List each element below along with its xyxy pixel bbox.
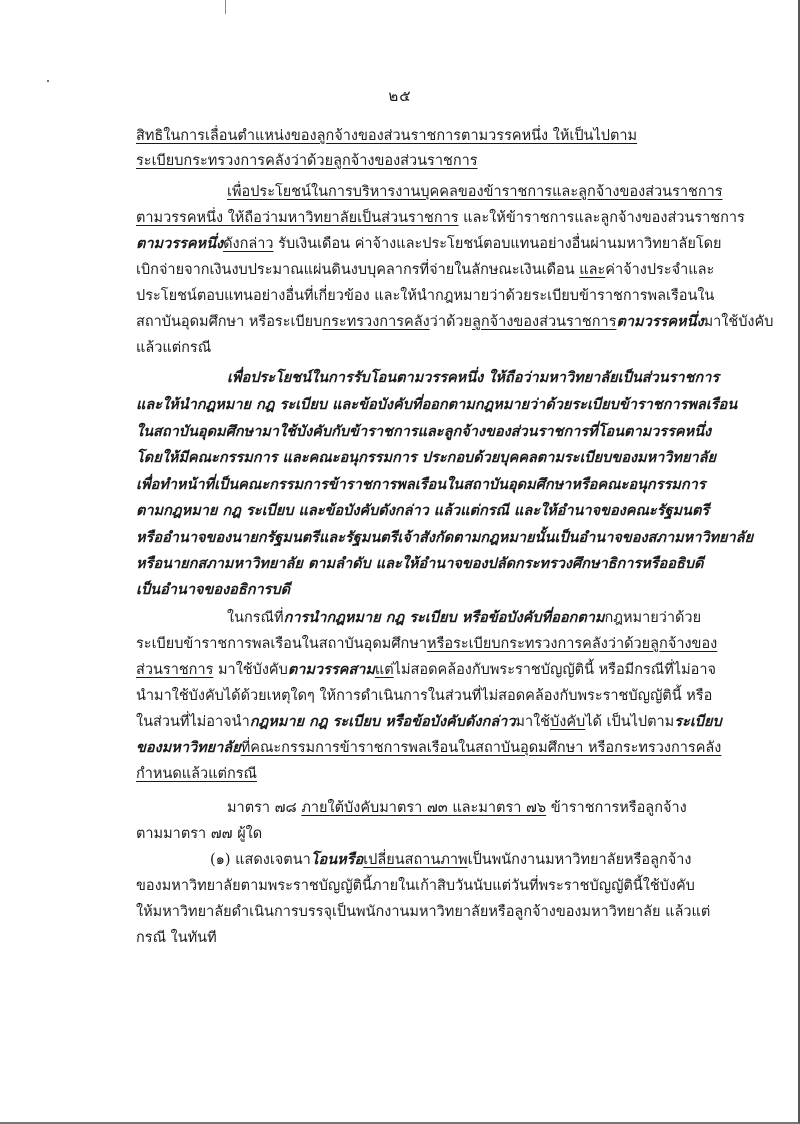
text-line <box>136 763 712 785</box>
text-run: ในส่วนที่ไม่อาจนำ <box>136 714 250 730</box>
text-run: ได้ เป็นไปตาม <box>585 714 675 730</box>
text-line <box>136 259 715 281</box>
text-line <box>136 711 722 733</box>
text-run: มาใช้บังคับ <box>213 662 288 678</box>
text-run: เป็นอำนาจของอธิการบดี <box>136 581 291 598</box>
text-line <box>136 474 712 496</box>
text-run: เปลี่ยนสถานภาพ <box>363 852 468 868</box>
text-run: ดังกล่าว <box>223 236 274 252</box>
text-run: ระเบียบกระทรวงการคลังว่าด้วยลูกจ้างของส่วนราชการ <box>136 153 478 169</box>
text-run: มาใช้บังคับ <box>703 314 774 330</box>
text-run: ของมหาวิทยาลัย <box>136 739 241 756</box>
text-run: ตามวรรคหนึ่ง <box>136 235 224 252</box>
text-line <box>136 927 712 949</box>
page-number: ๒๕ <box>388 87 412 105</box>
text-line <box>136 394 738 416</box>
text-run: ในสถาบันอุดมศึกษามาใช้บังคับกับข้าราชการและลูกจ้างของส่วนราชการที่โอนตามวรรคหนึ่ง <box>136 423 712 440</box>
text-run: สิทธิในการเลื่อนตำแหน่งของลูกจ้างของส่วนราชการตามวรรคหนึ่ง ให้เป็นไปตาม <box>136 128 638 144</box>
text-run: ตามกฎหมาย กฎ ระเบียบ และข้อบังคับดังกล่าว แล้วแต่กรณี และให้อำนาจของคณะรัฐมนตรี <box>136 502 710 519</box>
text-run: ตามวรรคหนึ่ง ให้ถือว่ามหาวิทยาลัยเป็นส่วนราชการ <box>136 210 459 226</box>
text-run: การนำกฎหมาย กฎ ระเบียบ หรือข้อบังคับที่ออกตาม <box>283 609 605 626</box>
text-run: เพื่อประโยชน์ในการรับโอนตามวรรคหนึ่ง ให้ถือว่ามหาวิทยาลัยเป็นส่วนราชการ <box>227 369 720 386</box>
text-run: ที่คณะกรรมการข้าราชการพลเรือนในสถาบันอุดมศึกษา หรือกระทรวงการคลัง <box>240 740 722 756</box>
text-run: กรณี ในทันที <box>136 930 217 946</box>
text-run: กฎหมาย กฎ ระเบียบ หรือข้อบังคับดังกล่าว <box>249 713 516 730</box>
text-run: ว่าด้วย <box>429 314 473 330</box>
text-line <box>136 553 712 575</box>
text-run: ไม่สอดคล้องกับพระราชบัญญัตินี้ หรือมีกรณีที่ไม่อาจ <box>393 662 716 678</box>
text-line <box>227 367 720 389</box>
text-run: กฎหมายว่าด้วย <box>604 610 702 626</box>
text-run: ตามวรรคหนึ่ง <box>616 313 704 330</box>
text-line <box>136 285 715 307</box>
text-line <box>136 337 712 359</box>
text-line <box>227 181 723 203</box>
text-run: และให้ข้าราชการและลูกจ้างของส่วนราชการ <box>458 210 745 226</box>
text-line <box>136 447 717 469</box>
text-run: ส่วนราชการ <box>136 662 214 678</box>
text-run: บังคับ <box>550 714 586 730</box>
text-line <box>136 875 712 897</box>
text-line <box>210 849 712 871</box>
text-run: เบิกจ่ายจากเงินงบประมาณแผ่นดินงบบุคลากรที่จ่ายในลักษณะเงินเดือน <box>136 262 580 278</box>
text-line <box>136 633 718 655</box>
text-run: เป็นพนักงานมหาวิทยาลัยหรือลูกจ้าง <box>467 852 692 868</box>
text-run: ในกรณีที่ <box>227 610 284 626</box>
text-run: ตามวรรคสาม <box>287 661 375 678</box>
text-run: รับเงินเดือน ค่าจ้างและประโยชน์ตอบแทนอย่างอื่นผ่านมหาวิทยาลัยโดย <box>273 236 722 252</box>
text-run: และ <box>579 262 606 278</box>
text-line <box>136 579 712 601</box>
text-run: และให้นำกฎหมาย กฎ ระเบียบ และข้อบังคับที่ออกตามกฎหมายว่าด้วยระเบียบข้าราชการพลเรือน <box>136 396 738 413</box>
text-run: กำหนดแล้วแต่กรณี <box>136 766 257 782</box>
text-line <box>136 659 716 681</box>
text-line <box>136 125 712 147</box>
text-run: มาตรา ๗๘ <box>227 800 302 816</box>
text-line <box>136 150 712 172</box>
text-line <box>136 737 722 759</box>
scan-tick-mark <box>225 0 226 14</box>
text-line <box>227 607 712 629</box>
text-run: นำมาใช้บังคับได้ด้วยเหตุใดๆ ให้การดำเนินการในส่วนที่ไม่สอดคล้องกับพระราชบัญญัตินี้ หรือ <box>136 688 713 704</box>
text-run: (๑) แสดงเจตนา <box>210 852 311 868</box>
text-run: ข้าราชการหรือลูกจ้าง <box>546 800 687 816</box>
text-run: หรือนายกสภามหาวิทยาลัย ตามลำดับ และให้อำนาจของปลัดกระทรวงศึกษาธิการหรืออธิบดี <box>136 555 704 572</box>
text-run: ภายใต้บังคับมาตรา ๗๓ และมาตรา ๗๖ <box>301 800 547 816</box>
text-line <box>136 311 774 333</box>
text-run: โอนหรือ <box>310 851 364 868</box>
text-run: ประโยชน์ตอบแทนอย่างอื่นที่เกี่ยวข้อง และให้นำกฎหมายว่าด้วยระเบียบข้าราชการพลเรือนใน <box>136 288 715 304</box>
text-run: มาใช้ <box>515 714 551 730</box>
text-line <box>136 823 712 845</box>
text-line <box>136 233 722 255</box>
text-line <box>136 685 712 707</box>
text-run: ลูกจ้างของส่วนราชการ <box>472 314 617 330</box>
text-run: สถาบันอุดมศึกษา หรือระเบียบ <box>136 314 323 330</box>
text-run: ให้มหาวิทยาลัยดำเนินการบรรจุเป็นพนักงานมหาวิทยาลัยหรือลูกจ้างของมหาวิทยาลัย แล้วแต่ <box>136 904 711 920</box>
text-run: แล้วแต่กรณี <box>136 340 212 356</box>
text-run: เพื่อทำหน้าที่เป็นคณะกรรมการข้าราชการพลเรือนในสถาบันอุดมศึกษาหรือคณะอนุกรรมการ <box>136 476 706 493</box>
text-line <box>227 797 712 819</box>
text-run: ค่าจ้างประจำและ <box>605 262 715 278</box>
text-run: ระเบียบ <box>674 713 722 730</box>
text-run: หรือระเบียบกระทรวงการคลังว่าด้วยลูกจ้างของ <box>427 636 718 652</box>
scan-dot-mark <box>47 80 49 82</box>
text-line <box>136 527 754 549</box>
text-run: เพื่อประโยชน์ในการบริหารงานบุคคลของข้าราชการและลูกจ้างของส่วนราชการ <box>227 184 723 200</box>
text-line <box>136 421 712 443</box>
text-run: ของมหาวิทยาลัยตามพระราชบัญญัตินี้ภายในเก้าสิบวันนับแต่วันที่พระราชบัญญัตินี้ใช้บังคับ <box>136 878 695 894</box>
text-run: หรืออำนาจของนายกรัฐมนตรีและรัฐมนตรีเจ้าสังกัดตามกฎหมายนั้นเป็นอำนาจของสภามหาวิทยาลัย <box>136 529 754 546</box>
text-run: แต่ <box>374 662 394 678</box>
text-line <box>136 901 712 923</box>
text-line <box>136 500 712 522</box>
text-run: ระเบียบข้าราชการพลเรือนในสถาบันอุดมศึกษา <box>136 636 428 652</box>
text-line <box>136 207 745 229</box>
text-run: กระทรวงการคลัง <box>322 314 430 330</box>
text-run: โดยให้มีคณะกรรมการ และคณะอนุกรรมการ ประกอบด้วยบุคคลตามระเบียบของมหาวิทยาลัย <box>136 449 717 466</box>
text-run: ตามมาตรา ๗๗ ผู้ใด <box>136 826 263 842</box>
